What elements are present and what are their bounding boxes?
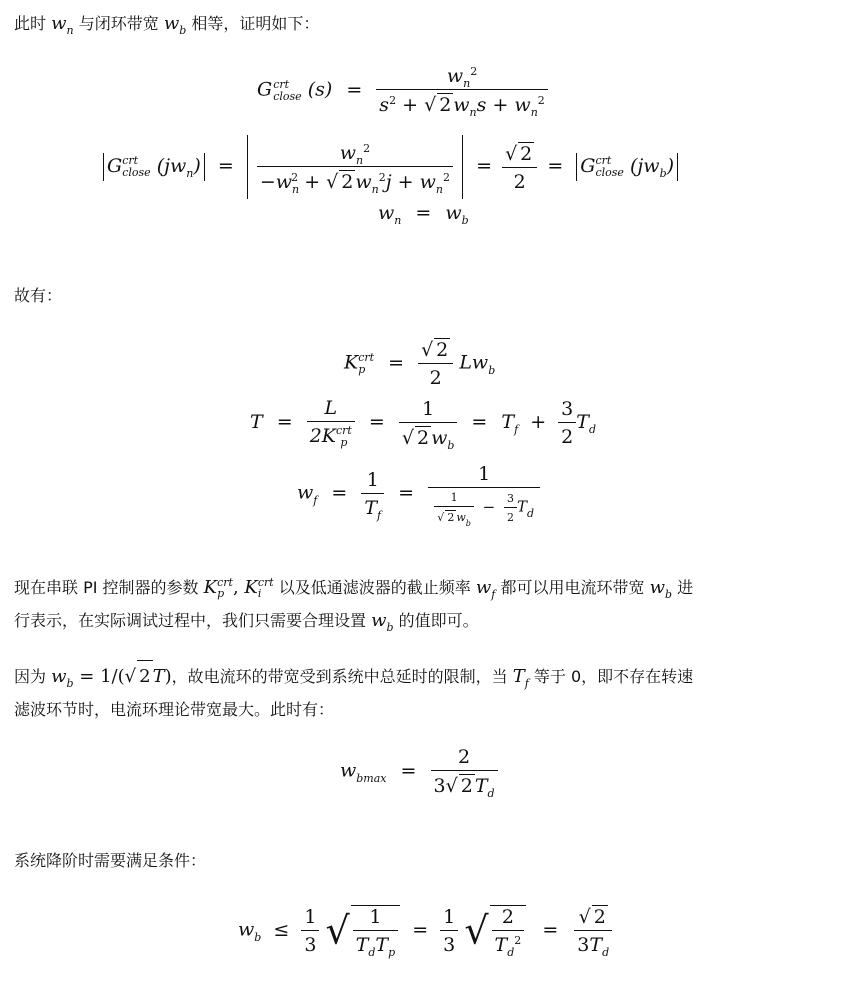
equation-wf: $w_f$ = $\frac{1}{T_f}$ = 1 $\frac{1}{√ 2 w_b}$ − $\frac{3}{2}$ $T_d$ xyxy=(297,463,540,524)
intro-middle: 与闭环带宽 xyxy=(78,14,159,33)
intro-prefix: 此时 xyxy=(14,14,47,33)
fraction-wbmax: $\frac{2}{3√ 2 T_d}$ xyxy=(431,746,498,797)
intro-paragraph xyxy=(14,8,832,41)
symbol-wn: $w_n$ xyxy=(51,13,74,37)
equation-magnitude: G crt close $(jw_n)$ = $\frac{w_n^2}{-w_n^2 + √ 2 w_n^2j + w_n^2}$ = $\frac{√ 2}{2}$ = G crt close $(jw_b)$ xyxy=(100,135,681,199)
fraction-L-over-2Kp: L 2K crt p xyxy=(307,397,355,449)
paragraph-parameters: 现在串联 PI 控制器的参数 K crt p , K crt i 以及低通滤波器的截止频率 $w_f$ 都可以用电流环带宽 $w_b$ 进 行表示，在实际调试过程中，我们只需要合理设置 $w_b$ 的值即可。 xyxy=(14,576,694,634)
symbol-wb: $w_b$ xyxy=(163,13,187,37)
equation-wbmax: $w_{bmax}$ = $\frac{2}{3√ 2 T_d}$ xyxy=(340,746,498,797)
equation-T: T = L 2K crt p = $\frac{1}{√ 2 w_b}$ = $T_f$ + $\frac{3}{2}$ $T_d$ xyxy=(250,397,596,452)
fraction-sqrt2-over-2: $\frac{√ 2}{2}$ xyxy=(502,142,537,193)
equation-wn-equals-wb: $w_n = w_b$ xyxy=(378,202,469,227)
fraction-1-over-sqrt2wb: $\frac{1}{√ 2 w_b}$ xyxy=(399,398,458,449)
paragraph-bandwidth-limit: 因为 $w_b = 1/(√$ 2 T)，故电流环的带宽受到系统中总延时的限制，当 $T_f$ 等于 0，即不存在转速 滤波环节时，电流环理论带宽最大。此时有： xyxy=(14,660,832,725)
intro-suffix: 相等，证明如下： xyxy=(191,14,320,33)
equation-condition: $w_b$ ≤ $\frac{1}{3}$ √ $\frac{1}{T_dT_p}$ = $\frac{1}{3}$ √ $\frac{2}{T_d^2}$ = $\frac{√ 2}{3T_d}$ xyxy=(238,905,612,956)
equation-kp: K crt p = $\frac{√ 2}{2}$ $Lw_b$ xyxy=(344,339,496,389)
paragraph-condition: 系统降阶时需要满足条件： xyxy=(14,851,207,870)
fraction-1-over-Tf: $\frac{1}{T_f}$ xyxy=(361,469,384,519)
fraction-3-over-2: $\frac{3}{2}$ xyxy=(558,398,576,448)
fraction-magnitude: $\frac{w_n^2}{-w_n^2 + √ 2 w_n^2j + w_n^2}$ xyxy=(257,142,453,193)
fraction-kp: $\frac{√ 2}{2}$ xyxy=(418,338,453,389)
fraction-wf-nested: 1 $\frac{1}{√ 2 w_b}$ − $\frac{3}{2}$ $T_d$ xyxy=(428,463,540,524)
therefore-text: 故有： xyxy=(14,286,63,305)
fraction-transfer: $\frac{w_n^2}{s^2 + √ 2 w_ns + w_n^2}$ xyxy=(376,65,547,116)
equation-closed-loop-transfer: G crt close (s) = $\frac{w_n^2}{s^2 + √ 2 w_ns + w_n^2}$ xyxy=(257,65,548,116)
